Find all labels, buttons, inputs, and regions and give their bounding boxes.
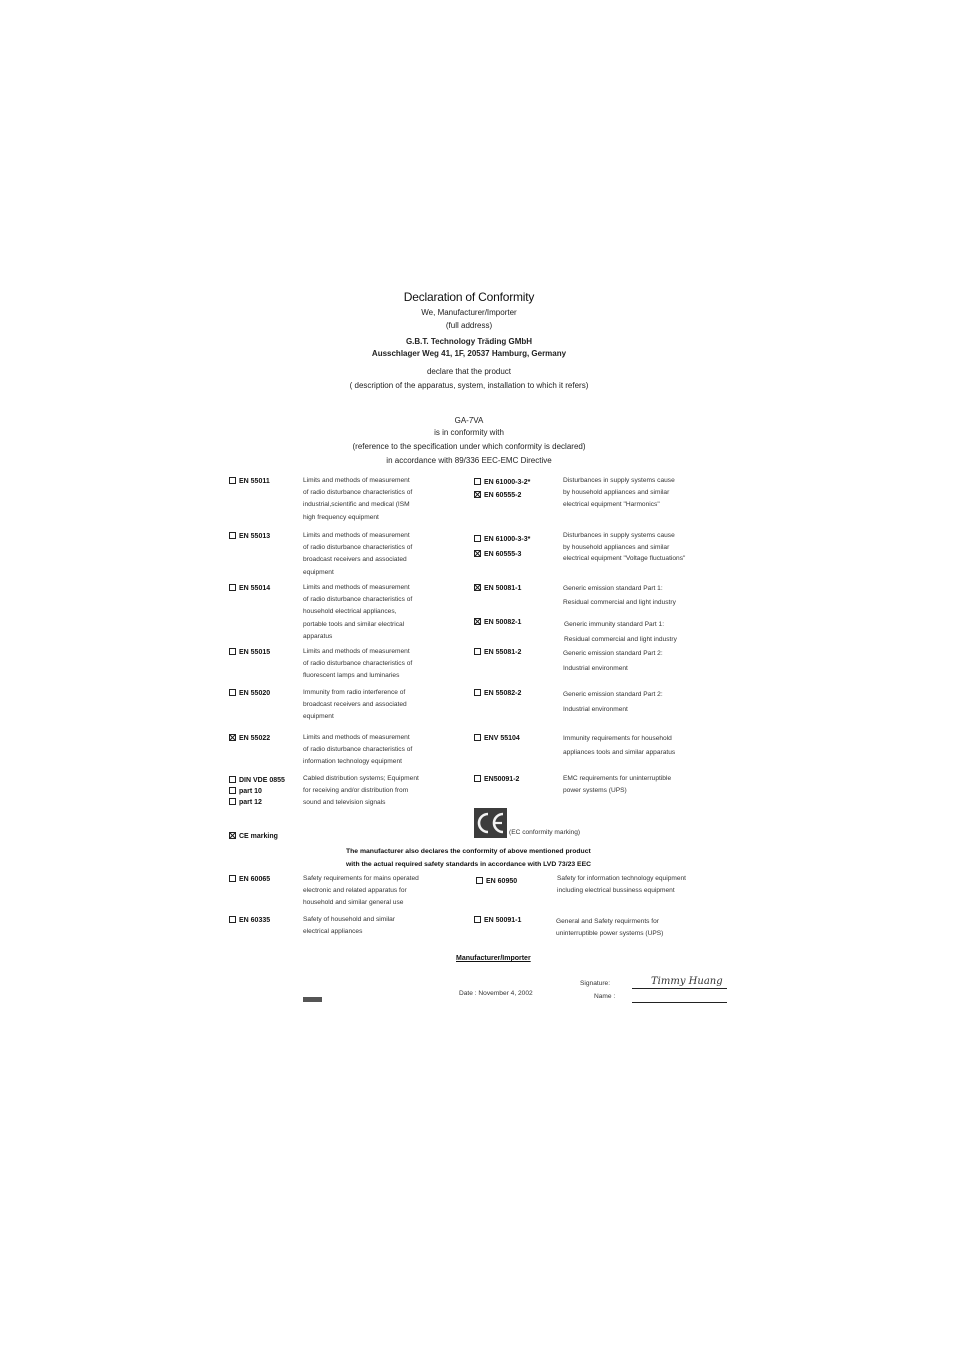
standard-description: Generic immunity standard Part 1: Residual commercial and light industry [564,621,677,643]
standard-en60065: EN 60065 [229,875,270,883]
declare-line: declare that the product [426,367,512,376]
standard-description: Generic emission standard Part 1: Residual commercial and light industry [563,585,676,606]
reference-line: (reference to the specification under which conformity is declared) [352,442,586,451]
checkbox [229,689,236,696]
standard-description: EMC requirements for uninterruptible power systems (UPS) [563,775,672,795]
ce-caption: (EC conformity marking) [509,829,581,836]
standard-description: General and Safety requirments for uninterruptible power systems (UPS) [556,918,664,938]
standard-description: Limits and methods of measurement of radio disturbance characteristics of industrial,scientific and medical (ISM high frequency equipment [303,477,413,521]
full-address-line: (full address) [445,321,493,330]
standard-description: Immunity from radio interference of broadcast receivers and associated equipment [303,689,407,721]
standard-en55022: EN 55022 [229,734,270,742]
standard-ce-marking: CE marking [229,832,278,840]
standard-description: Disturbances in supply systems cause by household appliances and similar electrical equipment "Voltage fluctuations" [563,532,686,562]
standard-en50091-2: EN50091-2 [474,775,519,783]
standard-en55081-2: EN 55081-2 [474,648,521,656]
checkbox [474,916,481,923]
standard-en50091-1: EN 50091-1 [474,916,521,924]
ce-mark-icon [474,808,507,838]
checkbox-checked [229,832,236,839]
standard-en55013: EN 55013 [229,532,270,540]
checkbox-checked [474,584,481,591]
standard-description: Limits and methods of measurement of radio disturbance characteristics of broadcast receivers and associated equipment [303,532,413,576]
checkbox [229,532,236,539]
standard-en50081-1: EN 50081-1 [474,584,521,592]
name-label: Name : [594,993,616,1000]
standard-description: Cabled distribution systems; Equipment for receiving and/or distribution from sound and television signals [303,775,419,807]
checkbox [474,734,481,741]
checkbox [474,775,481,782]
standard-description: Safety requirements for mains operated electronic and related apparatus for household and similar general use [303,875,419,907]
standard-env55104: ENV 55104 [474,734,520,742]
name-line [632,1002,727,1003]
standard-description: Generic emission standard Part 2: Industrial environment [563,650,663,672]
checkbox [474,535,481,542]
checkbox-checked [474,550,481,557]
checkbox-checked [474,491,481,498]
checkbox [229,798,236,805]
checkbox [229,916,236,923]
standard-en55014: EN 55014 [229,584,270,592]
date: Date : November 4, 2002 [459,990,533,997]
standard-en60335: EN 60335 [229,916,270,924]
standard-description: Limits and methods of measurement of radio disturbance characteristics of fluorescent lamps and luminaries [303,648,413,680]
standard-en61000-3-3: EN 61000-3-3* EN 60555-3 [474,532,530,562]
standard-en55020: EN 55020 [229,689,270,697]
checkbox-checked [474,618,481,625]
checkbox [474,689,481,696]
standard-description: Immunity requirements for household appliances tools and similar apparatus [563,735,676,756]
checkbox [229,776,236,783]
standard-description: Safety for information technology equipment including electrical bussiness equipment [557,875,687,895]
checkbox [474,648,481,655]
description-line: ( description of the apparatus, system, installation to which it refers) [349,381,589,390]
standard-en60950: EN 60950 [476,877,517,885]
standard-en55015: EN 55015 [229,648,270,656]
checkbox-checked [229,734,236,741]
conformity-line: is in conformity with [434,428,504,437]
checkbox [229,648,236,655]
standard-en61000-3-2: EN 61000-3-2* EN 60555-2 [474,477,530,502]
standard-en55011: EN 55011 [229,477,270,485]
standard-en55082-2: EN 55082-2 [474,689,521,697]
standard-description: Disturbances in supply systems cause by household appliances and similar electrical equipment "Harmonics" [563,477,675,509]
checkbox [474,478,481,485]
checkbox [476,877,483,884]
manufacturer-line: We, Manufacturer/Importer [421,308,517,317]
standard-description: Generic emission standard Part 2: Industrial environment [563,691,663,713]
checkbox [229,477,236,484]
signature: Timmy Huang [651,976,723,987]
directive-line: in accordance with 89/336 EEC-EMC Directive [386,456,552,465]
standard-din-vde-0855: DIN VDE 0855 part 10 part 12 [229,775,285,808]
standard-en50082-1: EN 50082-1 [474,618,521,626]
checkbox [229,584,236,591]
signature-line [632,988,727,989]
document-title: Declaration of Conformity [403,290,535,304]
checkbox [229,787,236,794]
standard-description: Limits and methods of measurement of radio disturbance characteristics of information technology equipment [303,734,413,766]
manufacturer-importer-label: Manufacturer/Importer [456,955,531,962]
company-name: G.B.T. Technology Träding GMbH [405,337,533,346]
gray-mark [303,997,322,1002]
standard-description: Safety of household and similar electrical appliances [303,916,396,936]
checkbox [229,875,236,882]
standard-description: Limits and methods of measurement of radio disturbance characteristics of household electrical appliances, portable tools and similar electrical apparatus [303,584,413,640]
safety-heading: The manufacturer also declares the conformity of above mentioned product with the actual required safety standards in accordance with LVD 73/23 EEC [346,848,592,868]
signature-label: Signature: [580,980,611,987]
product-name: GA-7VA [454,416,484,425]
company-address: Ausschlager Weg 41, 1F, 20537 Hamburg, Germany [371,349,567,358]
